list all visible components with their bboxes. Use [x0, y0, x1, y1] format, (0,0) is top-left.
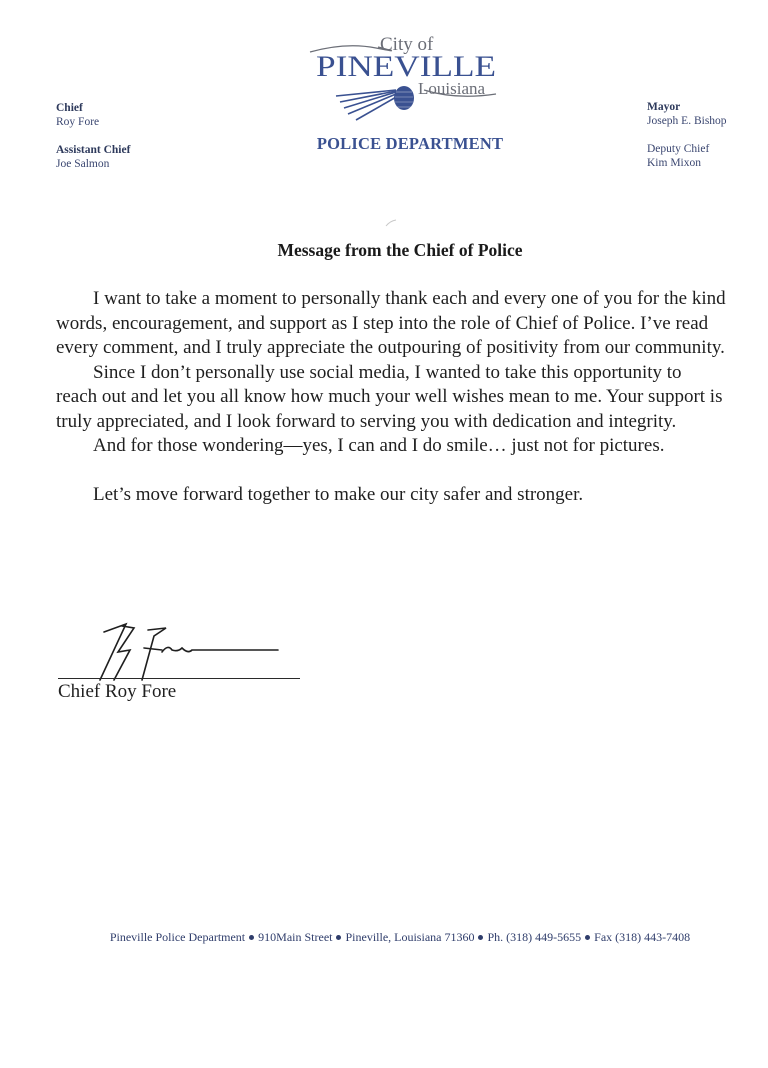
bullet-icon	[249, 935, 254, 940]
pinecone-logo-icon	[306, 28, 506, 128]
assistant-chief-name: Joe Salmon	[56, 158, 110, 170]
paragraph-1: I want to take a moment to personally thank each and every one of you for the kind words, encouragement, and support as I step into the role of Chief of Police. I’ve read every comment, and I truly appreciate the outpouring of positivity from our community.	[56, 288, 726, 358]
left-staff-column	[56, 101, 130, 171]
deputy-chief-title: Deputy Chief	[647, 143, 710, 155]
svg-text:PINEVILLE: PINEVILLE	[316, 50, 496, 83]
right-staff-column	[647, 100, 727, 170]
letter-body	[56, 287, 726, 507]
chief-name: Roy Fore	[56, 116, 100, 128]
footer-fax: Fax (318) 443-7408	[594, 930, 691, 944]
signer-name: Chief Roy Fore	[58, 681, 177, 702]
city-logo	[306, 28, 506, 128]
mayor-name: Joseph E. Bishop	[647, 115, 727, 127]
letter-title: Message from the Chief of Police	[277, 240, 523, 260]
letterhead-footer	[0, 930, 768, 945]
footer-city: Pineville, Louisiana 71360	[345, 930, 475, 944]
footer-street: 910Main Street	[258, 930, 333, 944]
department-name: POLICE DEPARTMENT	[316, 134, 504, 153]
bullet-icon	[336, 935, 341, 940]
bullet-icon	[478, 935, 483, 940]
scan-mark-icon	[384, 218, 398, 228]
deputy-chief-name: Kim Mixon	[647, 157, 701, 169]
svg-text:City of: City of	[380, 34, 434, 55]
mayor-title: Mayor	[647, 101, 681, 113]
signature-line	[58, 678, 300, 679]
footer-department: Pineville Police Department	[109, 930, 246, 944]
paragraph-2: Since I don’t personally use social media, I wanted to take this opportunity to reach out and let you all know how much your well wishes mean to me. Your support is truly appreciated, and I look forward to serving you with dedication and integrity.	[56, 361, 723, 432]
paragraph-4: Let’s move forward together to make our city safer and stronger.	[93, 483, 584, 505]
bullet-icon	[585, 935, 590, 940]
svg-text:Louisiana: Louisiana	[418, 79, 486, 98]
assistant-chief-title: Assistant Chief	[56, 144, 131, 156]
handwritten-signature-icon	[92, 618, 292, 686]
chief-title: Chief	[56, 102, 83, 114]
paragraph-3: And for those wondering—yes, I can and I do smile… just not for pictures.	[93, 435, 665, 456]
footer-phone: Ph. (318) 449-5655	[487, 930, 582, 944]
